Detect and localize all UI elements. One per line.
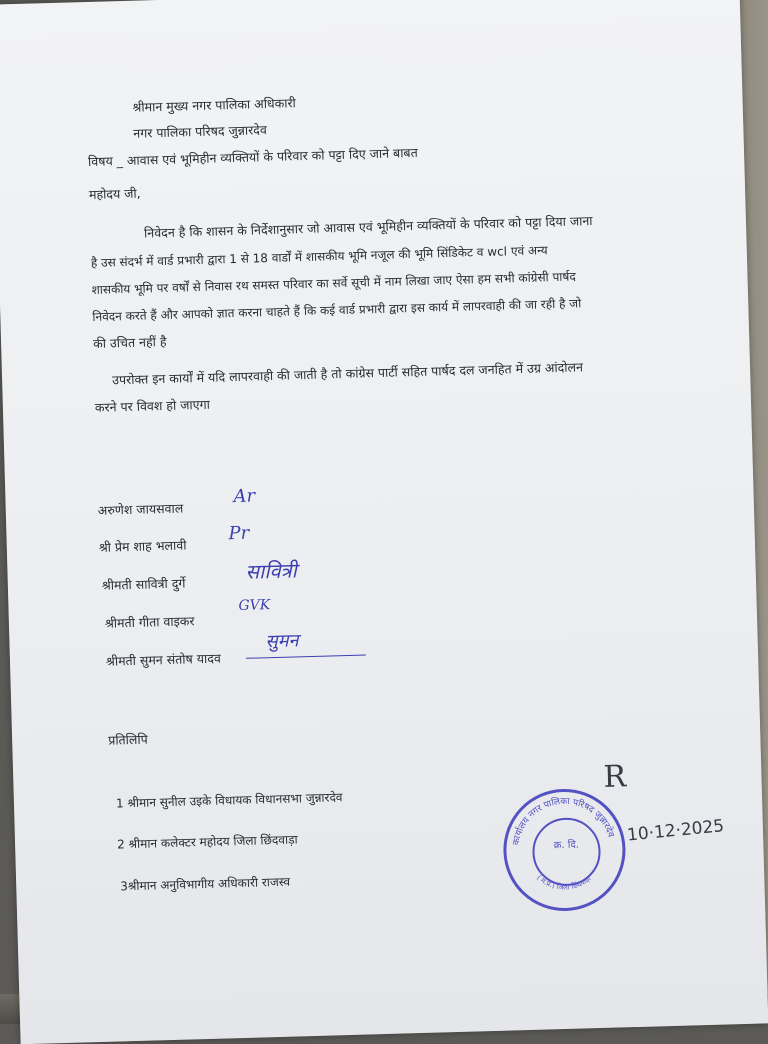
- para2-line-2: करने पर विवश हो जाएगा: [94, 396, 211, 415]
- para1-line-5: की उचित नहीं है: [92, 333, 167, 351]
- copy-heading: प्रतिलिपि: [107, 731, 148, 748]
- received-initial: R: [602, 759, 627, 795]
- signature-1: Ar: [233, 485, 256, 508]
- subject-line: विषय _ आवास एवं भूमिहीन व्यक्तियों के परिवार को पट्टा दिए जाने बाबत: [87, 144, 418, 170]
- signature-5: सुमन: [265, 630, 299, 653]
- para1-line-1: निवेदन है कि शासन के निर्देशानुसार जो आवास एवं भूमिहीन व्यक्तियों के परिवार को पट्टा दिया जाना: [143, 212, 593, 241]
- para1-line-4: निवेदन करते हैं और आपको ज्ञात करना चाहते हैं कि कई वार्ड प्रभारी द्वारा इस कार्य में लापरवाही की जा रही है जो: [92, 296, 582, 324]
- stamp-lower-text: ( म.प्र.) जिला छिंदवाड़ा: [535, 873, 593, 892]
- office-stamp: [502, 787, 627, 912]
- signatory-2: श्री प्रेम शाह भलावी: [98, 537, 187, 555]
- addressee: श्रीमान मुख्य नगर पालिका अधिकारी: [132, 95, 297, 115]
- signature-2: Pr: [228, 522, 250, 545]
- signatory-4: श्रीमती गीता वाइकर: [104, 613, 195, 631]
- salutation: महोदय जी,: [88, 185, 141, 202]
- copy-1: 1 श्रीमान सुनील उइके विधायक विधानसभा जुन्नारदेव: [115, 790, 343, 811]
- signatory-3: श्रीमती सावित्री दुर्गे: [101, 575, 186, 593]
- signature-3: सावित्री: [245, 558, 298, 584]
- para1-line-2: है उस संदर्भ में वार्ड प्रभारी द्वारा 1 से 18 वार्डों में शासकीय भूमि नजूल की भूमि सिंडिकेट व wcl एवं अन्य: [90, 243, 548, 270]
- signatory-5: श्रीमती सुमन संतोष यादव: [105, 650, 221, 669]
- stamp-center-text: क्र. दि.: [553, 839, 580, 852]
- signature-4: GVK: [238, 597, 271, 614]
- signature-underline: [246, 654, 366, 658]
- office-name: नगर पालिका परिषद जुन्नारदेव: [133, 122, 267, 141]
- stamp-ring-text: कार्यालय नगर पालिका परिषद जुन्नारदेव: [511, 796, 616, 847]
- copy-2: 2 श्रीमान कलेक्टर महोदय जिला छिंदवाड़ा: [116, 832, 298, 852]
- para2-line-1: उपरोक्त इन कार्यों में यदि लापरवाही की जाती है तो कांग्रेस पार्टी सहित पार्षद दल जनहित में उग्र आंदोलन: [111, 359, 584, 388]
- copy-3: 3श्रीमान अनुविभागीय अधिकारी राजस्व: [120, 874, 291, 894]
- received-date: 10·12·2025: [626, 816, 726, 846]
- para1-line-3: शासकीय भूमि पर वर्षों से निवास रथ समस्त परिवार का सर्वे सूची में नाम लिखा जाए ऐसा हम सभी कांग्रेसी पार्षद: [91, 269, 576, 297]
- signatory-1: अरुणेश जायसवाल: [97, 500, 184, 518]
